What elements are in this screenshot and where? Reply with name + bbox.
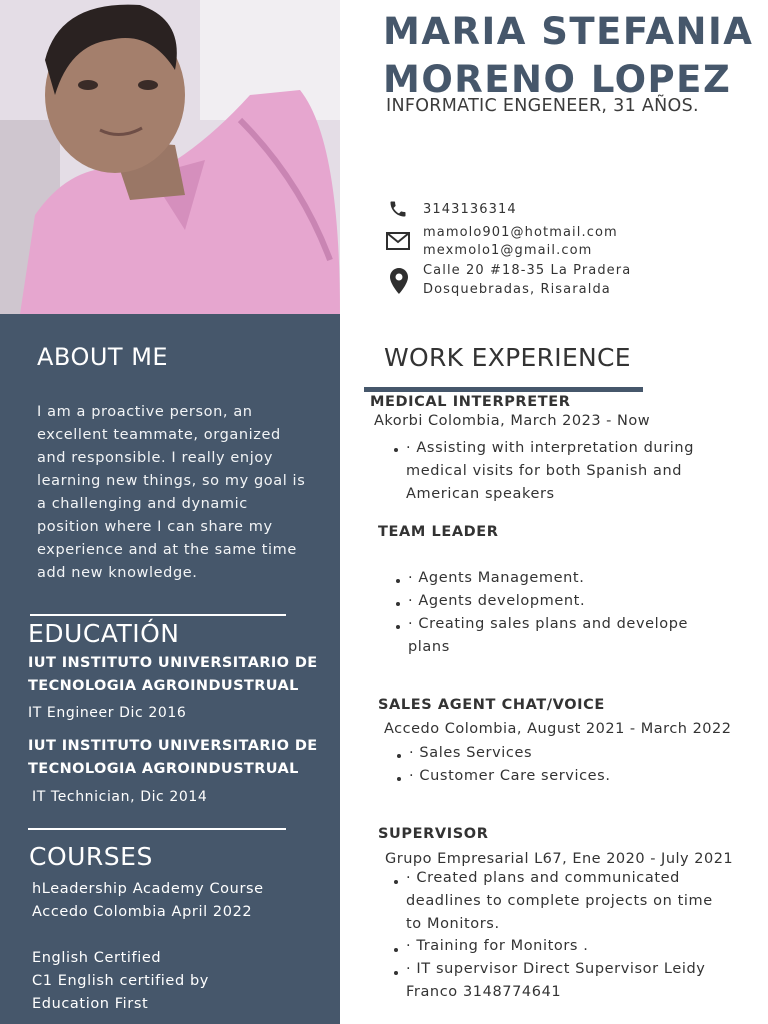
course-line: Education First <box>32 996 149 1012</box>
job-bullet: · Training for Monitors . <box>406 938 589 954</box>
job-meta: Grupo Empresarial L67, Ene 2020 - July 2021 <box>385 851 734 867</box>
job-meta: Accedo Colombia, August 2021 - March 2022 <box>384 721 732 737</box>
phone-icon <box>388 199 408 223</box>
bullet-dot <box>394 971 398 975</box>
job-bullet: · IT supervisor Direct Supervisor Leidy Franco 3148774641 <box>406 961 706 1000</box>
about-heading: ABOUT ME <box>37 343 169 371</box>
job-title: SUPERVISOR <box>378 826 489 842</box>
about-divider <box>30 614 286 616</box>
job-title: SALES AGENT CHAT/VOICE <box>378 697 605 713</box>
job-bullet: · Sales Services <box>409 745 533 761</box>
education-divider <box>28 828 286 830</box>
education-degree: IT Engineer Dic 2016 <box>28 705 187 721</box>
work-experience-heading: WORK EXPERIENCE <box>384 343 631 372</box>
bullet-dot <box>394 448 398 452</box>
education-degree: IT Technician, Dic 2014 <box>32 789 208 805</box>
job-meta: Akorbi Colombia, March 2023 - Now <box>374 413 651 429</box>
education-school: IUT INSTITUTO UNIVERSITARIO DE TECNOLOGIA AGROINDUSTRUAL <box>28 738 318 777</box>
about-text: I am a proactive person, an excellent teammate, organized and responsible. I really enjoy learning new things, so my goal is a challenging and dynamic position where I can share my experience and at the same time add new knowledge. <box>37 404 306 581</box>
map-pin-icon <box>390 268 408 298</box>
bullet-dot <box>397 754 401 758</box>
education-heading: EDUCATIÓN <box>28 619 180 648</box>
course-line: hLeadership Academy Course <box>32 881 264 897</box>
envelope-icon <box>386 232 410 254</box>
bullet-dot <box>394 880 398 884</box>
email-secondary: mexmolo1@gmail.com <box>423 243 593 258</box>
job-bullet: · Agents Management. <box>408 570 585 586</box>
bullet-dot <box>396 579 400 583</box>
full-name: MARIA STEFANIA MORENO LOPEZ <box>383 10 754 101</box>
job-bullet: · Assisting with interpretation during medical visits for both Spanish and American speakers <box>406 440 695 502</box>
bullet-dot <box>394 948 398 952</box>
work-experience-divider <box>364 387 643 392</box>
course-line: English Certified <box>32 950 162 966</box>
job-title: TEAM LEADER <box>378 524 499 540</box>
profile-photo <box>0 0 340 314</box>
bullet-dot <box>396 625 400 629</box>
profile-photo-illustration <box>0 0 340 314</box>
sidebar <box>0 314 340 1024</box>
course-line: Accedo Colombia April 2022 <box>32 904 253 920</box>
phone-number: 3143136314 <box>423 202 517 217</box>
job-bullet: · Customer Care services. <box>409 768 611 784</box>
bullet-dot <box>397 777 401 781</box>
course-line: C1 English certified by <box>32 973 209 989</box>
courses-heading: COURSES <box>29 842 153 871</box>
job-subtitle: INFORMATIC ENGENEER, 31 AÑOS. <box>386 96 699 116</box>
education-school: IUT INSTITUTO UNIVERSITARIO DE TECNOLOGIA AGROINDUSTRUAL <box>28 655 318 694</box>
job-bullet: · Created plans and communicated deadlines to complete projects on time to Monitors. <box>406 870 713 932</box>
email-primary: mamolo901@hotmail.com <box>423 225 618 240</box>
job-bullet: · Agents development. <box>408 593 586 609</box>
job-title: MEDICAL INTERPRETER <box>370 394 571 410</box>
address-line: Calle 20 #18-35 La Pradera <box>423 263 632 278</box>
bullet-dot <box>396 602 400 606</box>
job-bullet: · Creating sales plans and develope plans <box>408 616 689 655</box>
address-line: Dosquebradas, Risaralda <box>423 282 611 297</box>
